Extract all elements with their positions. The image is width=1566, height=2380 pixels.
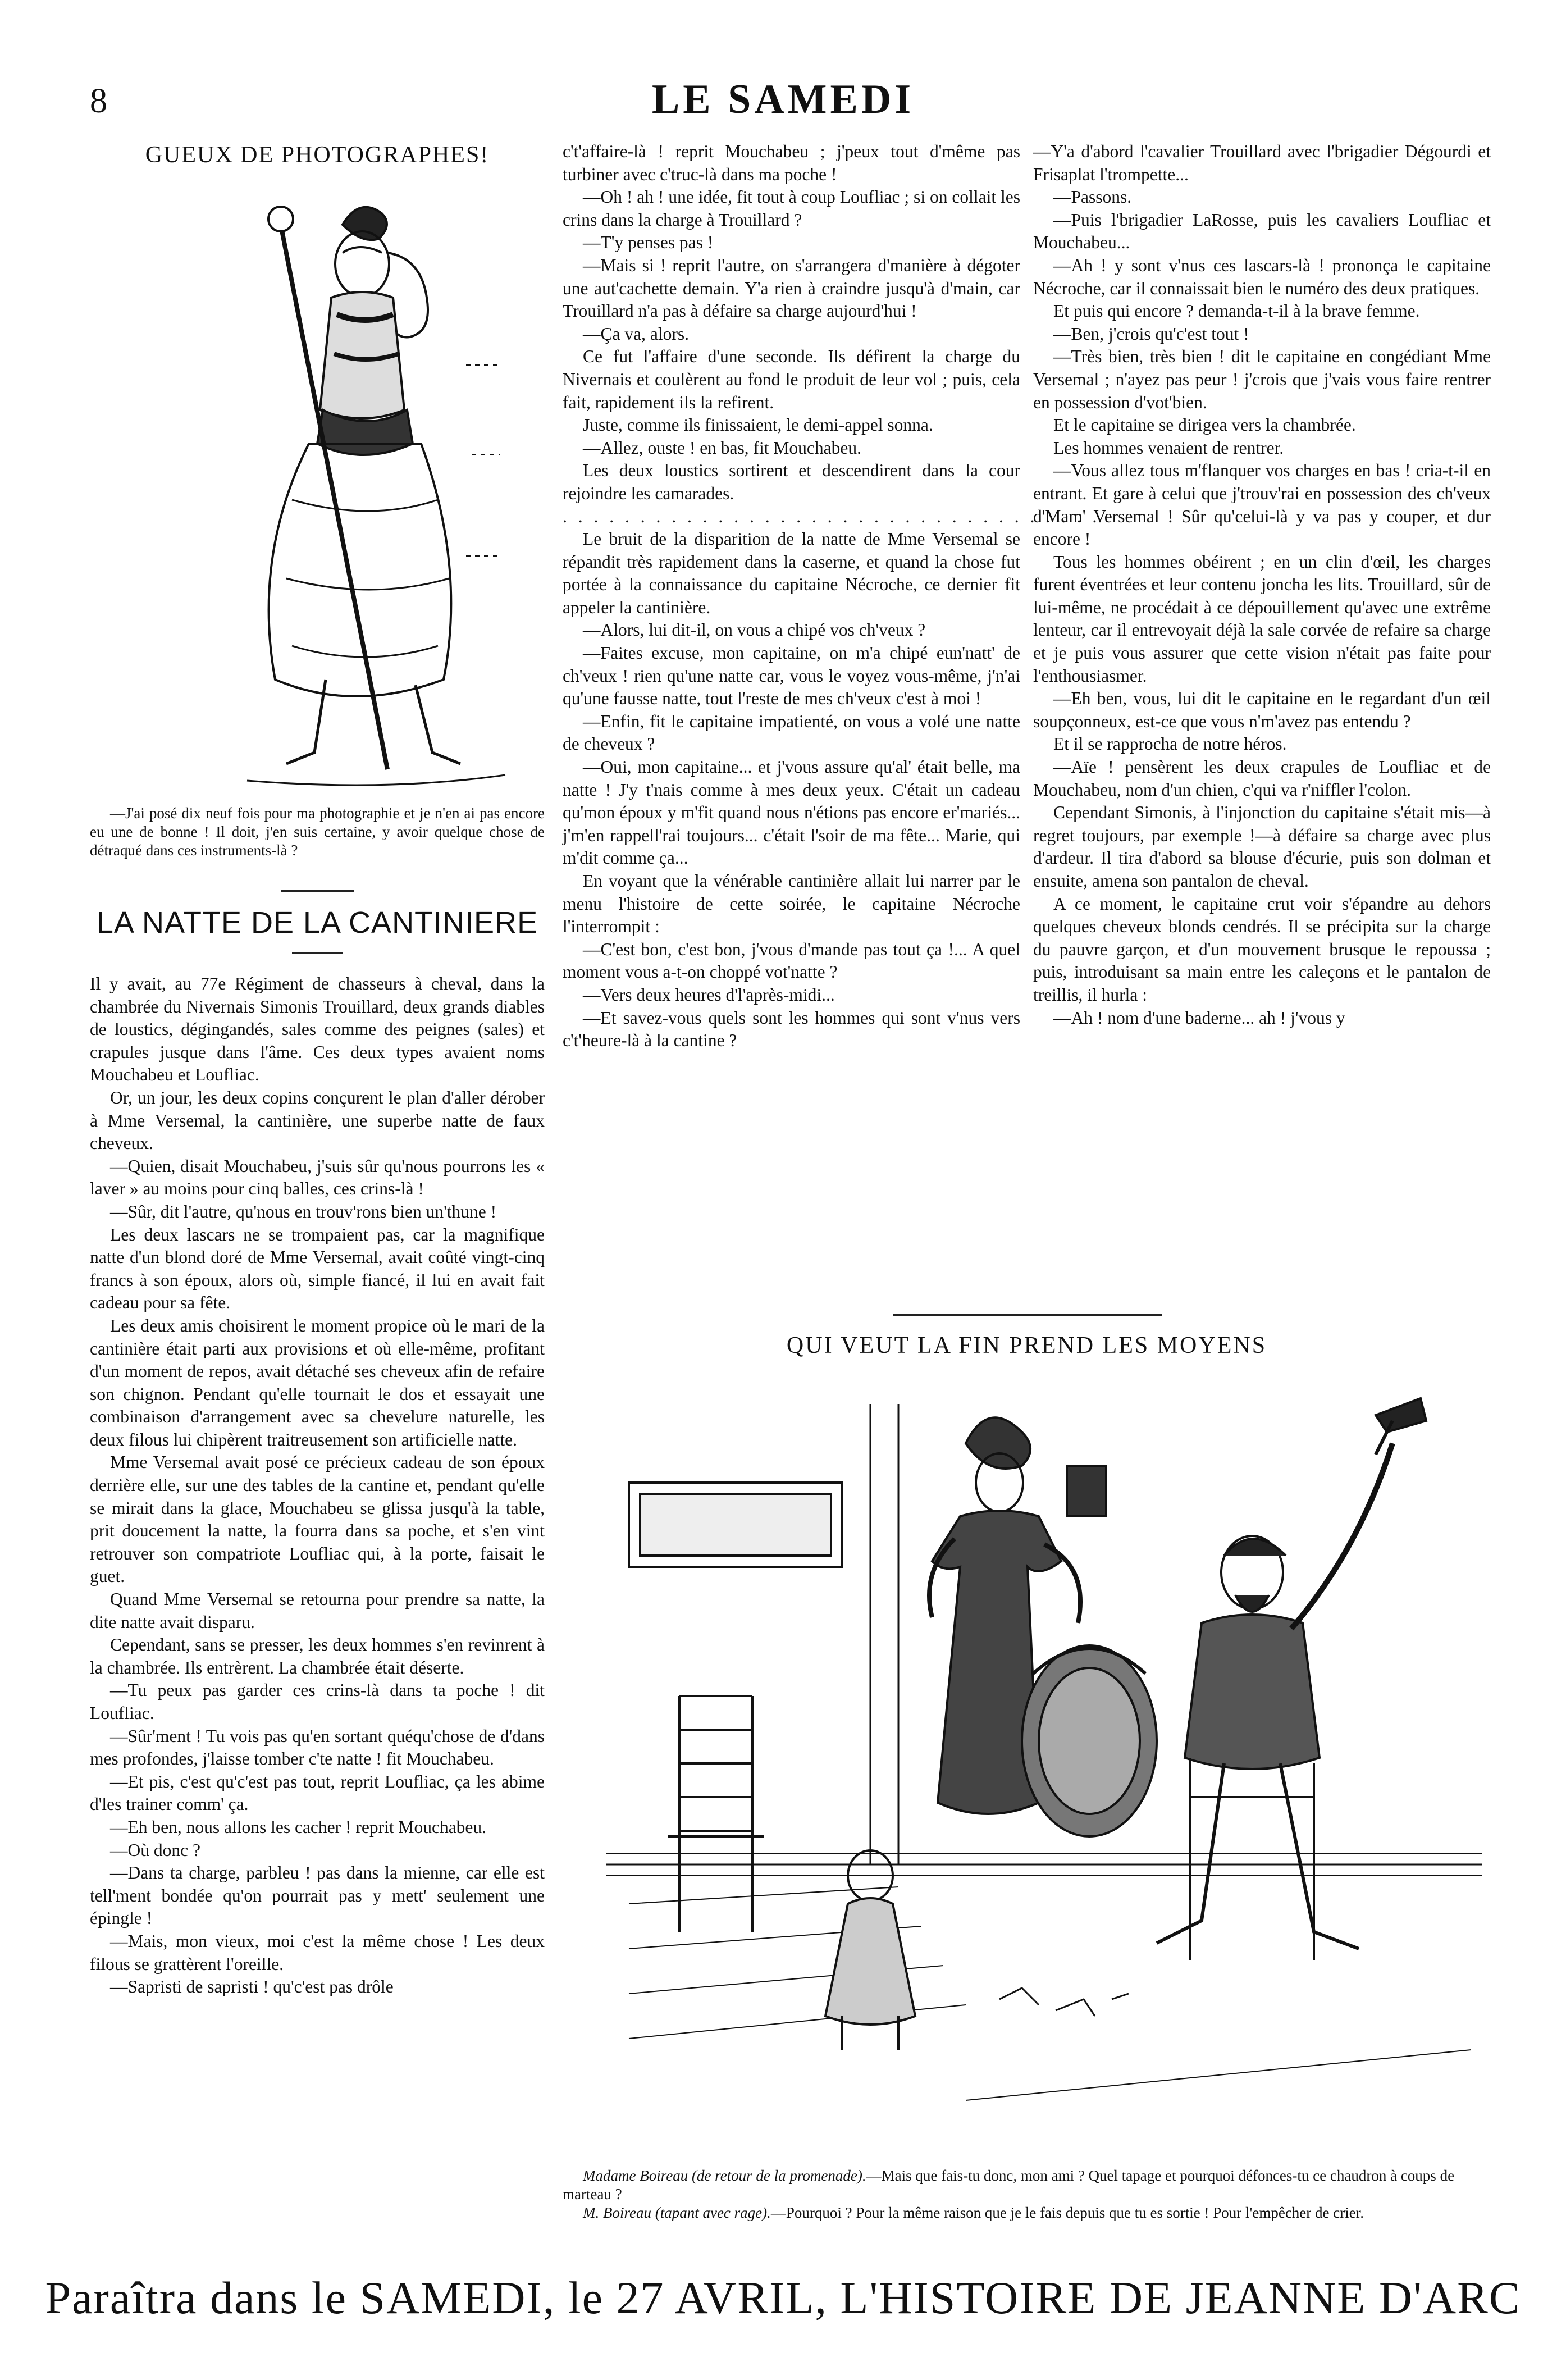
story-title: LA NATTE DE LA CANTINIERE — [96, 906, 538, 940]
paragraph: —Vers deux heures d'l'après-midi... — [583, 984, 835, 1005]
paragraph: —Passons. — [1053, 187, 1132, 207]
caption-speaker: M. Boireau (tapant avec rage). — [583, 2204, 771, 2221]
paragraph: Les hommes venaient de rentrer. — [1053, 437, 1284, 458]
paragraph: Les deux amis choisirent le moment propice où le mari de la cantinière était parti aux provisions et où elle-même, profitant d'un moment de repos, avait détaché ses cheveux afin de refaire son chignon. Pendant qu'elle tournait le dos et essayait une combinaison d'arrangement avec sa chevelure naturelle, les deux filous lui chipèrent traitreusement son artificielle natte. — [90, 1315, 545, 1449]
paragraph: —T'y penses pas ! — [583, 232, 714, 253]
paragraph: —Mais, mon vieux, moi c'est la même chose ! Les deux filous se grattèrent l'oreille. — [90, 1931, 545, 1974]
paragraph: En voyant que la vénérable cantinière allait lui narrer par le menu l'histoire de cette soirée, le capitaine Nécroche l'interrompit : — [563, 871, 1020, 937]
paragraph: —Sûr'ment ! Tu vois pas qu'en sortant quéqu'chose de d'dans mes profondes, j'laisse tomber c'te natte ! fit Mouchabeu. — [90, 1726, 545, 1769]
paragraph: —C'est bon, c'est bon, j'vous d'mande pas tout ça !... A quel moment vous a-t-on choppé vot'natte ? — [563, 939, 1020, 982]
divider-line — [893, 1314, 1162, 1316]
paragraph: —Où donc ? — [110, 1840, 200, 1860]
paragraph: —Alors, lui dit-il, on vous a chipé vos ch'veux ? — [583, 620, 926, 640]
illustration-caption — [563, 2167, 1491, 2222]
paragraph: Cependant, sans se presser, les deux hommes s'en revinrent à la chambrée. Ils entrèrent. La chambrée était déserte. — [90, 1635, 545, 1677]
paragraph: —Y'a d'abord l'cavalier Trouillard avec l'brigadier Dégourdi et Frisaplat l'trompette... — [1033, 142, 1491, 184]
story-column-3 — [1033, 140, 1491, 1029]
hammering-cauldron-illustration — [606, 1370, 1482, 2151]
paragraph: Tous les hommes obéirent ; en un clin d'œil, les charges furent éventrées et leur contenu joncha les lits. Trouillard, sûr de lui-même, ne procédait à ce dépouillement qu'avec une extrême lenteur, car il entrevoyait déjà la sale corvée de refaire sa charge et je puis vous assurer que cette vision n'était pas faite pour l'enthousiasmer. — [1033, 551, 1491, 686]
paragraph: —Eh ben, nous allons les cacher ! reprit Mouchabeu. — [110, 1817, 487, 1837]
paragraph: —Sûr, dit l'autre, qu'nous en trouv'rons bien un'thune ! — [110, 1201, 497, 1221]
paragraph: —Sapristi de sapristi ! qu'c'est pas drôle — [110, 1977, 394, 1997]
paragraph: —Enfin, fit le capitaine impatienté, on vous a volé une natte de cheveux ? — [563, 711, 1020, 754]
paragraph: Ce fut l'affaire d'une seconde. Ils défirent la charge du Nivernais et coulèrent au fond le produit de leur vol ; puis, cela fait, rapidement ils la refirent. — [563, 346, 1020, 412]
paragraph: Et puis qui encore ? demanda-t-il à la brave femme. — [1053, 301, 1420, 321]
paragraph: —Dans ta charge, parbleu ! pas dans la mienne, car elle est tell'ment bondée qu'on pourrait pas y mett' seulement une épingle ! — [90, 1863, 545, 1928]
paragraph: —Ça va, alors. — [583, 323, 689, 344]
paragraph: Le bruit de la disparition de la natte de Mme Versemal se répandit très rapidement dans la caserne, et quand la chose fut portée à la connaissance du capitaine Nécroche, ce dernier fit appeler la cantinière. — [563, 529, 1020, 617]
paragraph: —Vous allez tous m'flanquer vos charges en bas ! cria-t-il en entrant. Et gare à celui que j'trouv'rai en possession des ch'veux d'Mam' Versemal ! Sûr qu'celui-là y va pas y couper, et dur encore ! — [1033, 461, 1491, 549]
woman-posing-illustration — [202, 185, 517, 797]
paragraph: —Oh ! ah ! une idée, fit tout à coup Loufliac ; si on collait les crins dans la charge à Trouillard ? — [563, 187, 1020, 230]
caption-text: —Mais que fais-tu donc, mon ami ? Quel tapage et pourquoi défonces-tu ce chaudron à coups de marteau ? — [563, 2167, 1455, 2203]
page-number: 8 — [90, 82, 107, 120]
paragraph: Juste, comme ils finissaient, le demi-appel sonna. — [583, 415, 933, 435]
paragraph: —Allez, ouste ! en bas, fit Mouchabeu. — [583, 437, 861, 458]
paragraph: c't'affaire-là ! reprit Mouchabeu ; j'peux tout d'même pas turbiner avec c'truc-là dans ma poche ! — [563, 142, 1020, 184]
masthead: LE SAMEDI — [651, 76, 915, 122]
caption-line — [563, 2204, 1491, 2222]
paragraph: Les deux loustics sortirent et descendirent dans la cour rejoindre les camarades. — [563, 461, 1020, 503]
paragraph: Or, un jour, les deux copins conçurent le plan d'aller dérober à Mme Versemal, la cantinière, une superbe natte de faux cheveux. — [90, 1087, 545, 1153]
caption-speaker: Madame Boireau (de retour de la promenade). — [583, 2167, 866, 2184]
paragraph: —Quien, disait Mouchabeu, j'suis sûr qu'nous pourrons les « laver » au moins pour cinq balles, ces crins-là ! — [90, 1156, 545, 1199]
paragraph: Et le capitaine se dirigea vers la chambrée. — [1053, 415, 1356, 435]
paragraph: —Mais si ! reprit l'autre, on s'arrangera d'manière à dégoter une aut'cachette demain. Y'a rien à craindre jusqu'à d'main, car Trouillard n'a pas à défaire sa charge aujourd'hui ! — [563, 255, 1020, 321]
paragraph: —Puis l'brigadier LaRosse, puis les cavaliers Loufliac et Mouchabeu... — [1033, 209, 1491, 253]
announcement-banner: Paraîtra dans le SAMEDI, le 27 AVRIL, L'HISTOIRE DE JEANNE D'ARC — [45, 2272, 1521, 2323]
paragraph: —Oui, mon capitaine... et j'vous assure qu'al' était belle, ma natte ! J'y t'nais comme à mes deux yeux. C'était un cadeau qu'mon époux y m'fit quand nous n'étions pas encore er'mariés... j'm'en rappell'rai toujours... c'était l'soir de ma fête... Marie, qui m'dit comme ça... — [563, 757, 1020, 868]
paragraph: A ce moment, le capitaine crut voir s'épandre au dehors quelques cheveux blonds cendrés. Il se précipita sur la charge du pauvre garçon, et d'un mouvement brusque le repoussa ; puis, introduisant sa main entre les caleçons et le pantalon de treillis, il hurla : — [1033, 893, 1491, 1005]
paragraph: —Tu peux pas garder ces crins-là dans ta poche ! dit Loufliac. — [90, 1680, 545, 1723]
paragraph: —Et savez-vous quels sont les hommes qui sont v'nus vers c't'heure-là à la cantine ? — [563, 1007, 1020, 1051]
caption-line — [563, 2167, 1491, 2204]
paragraph: —Ah ! y sont v'nus ces lascars-là ! prononça le capitaine Nécroche, car il connaissait bien le numéro des deux pratiques. — [1033, 255, 1491, 298]
separator-dots: . . . . . . . . . . . . . . . . . . . . . . . . . . . . . . . . . . . — [563, 506, 1101, 526]
paragraph: Quand Mme Versemal se retourna pour prendre sa natte, la dite natte avait disparu. — [90, 1589, 545, 1632]
cartoon-caption — [90, 804, 545, 860]
paragraph: —Et pis, c'est qu'c'est pas tout, reprit Loufliac, ça les abime d'les trainer comm' ça. — [90, 1771, 545, 1814]
paragraph: —Très bien, très bien ! dit le capitaine en congédiant Mme Versemal ; n'ayez pas peur ! j'crois que j'vais vous faire rentrer en possession d'vot'bien. — [1033, 346, 1491, 412]
illustration-title: QUI VEUT LA FIN PREND LES MOYENS — [786, 1333, 1267, 1358]
divider-line — [281, 890, 354, 892]
cartoon-title: GUEUX DE PHOTOGRAPHES! — [145, 142, 490, 168]
caption-text: —J'ai posé dix neuf fois pour ma photographie et je n'en ai pas encore eu une de bonne ! Il doit, j'en suis certaine, y avoir quelque chose de détraqué dans ces instruments-là ? — [90, 805, 545, 859]
paragraph: —Ah ! nom d'une baderne... ah ! j'vous y — [1053, 1007, 1345, 1028]
paragraph: —Eh ben, vous, lui dit le capitaine en le regardant d'un œil soupçonneux, est-ce que vous n'm'avez pas entendu ? — [1033, 689, 1491, 731]
paragraph: Et il se rapprocha de notre héros. — [1053, 734, 1287, 754]
paragraph: —Ben, j'crois qu'c'est tout ! — [1053, 323, 1249, 344]
story-column-1 — [90, 973, 545, 1999]
paragraph: —Faites excuse, mon capitaine, on m'a chipé eun'natt' de ch'veux ! rien qu'une natte car, vous le voyez vous-même, j'n'ai qu'une fausse natte, tout l'reste de mes ch'veux c'est à moi ! — [563, 643, 1020, 709]
paragraph: Mme Versemal avait posé ce précieux cadeau de son époux derrière elle, sur une des tables de la cantine et, pendant qu'elle se mirait dans la glace, Mouchabeu se glissa jusqu'à la table, prit doucement la natte, la fourra dans sa poche, et s'en vint retrouver son compatriote Loufliac qui, à la porte, faisait le guet. — [90, 1452, 545, 1586]
paragraph: Cependant Simonis, à l'injonction du capitaine s'était mis—à regret toujours, par exemple !—à défaire sa charge avec plus d'ardeur. Il tira d'abord sa blouse d'écurie, puis son dolman et ensuite, amena son pantalon de cheval. — [1033, 803, 1491, 891]
paragraph: —Aïe ! pensèrent les deux crapules de Loufliac et de Mouchabeu, nom d'un chien, c'qui va r'niffler l'colon. — [1033, 757, 1491, 800]
divider-line — [292, 952, 343, 954]
caption-text: —Pourquoi ? Pour la même raison que je le fais depuis que tu es sortie ! Pour l'empêcher de crier. — [770, 2204, 1364, 2221]
paragraph: Les deux lascars ne se trompaient pas, car la magnifique natte d'un blond doré de Mme Versemal, avait coûté vingt-cinq francs à son époux, alors où, simple fiancé, il lui en avait fait cadeau pour sa fête. — [90, 1224, 545, 1313]
paragraph: Il y avait, au 77e Régiment de chasseurs à cheval, dans la chambrée du Nivernais Simonis Trouillard, deux grands diables de loustics, dégingandés, sales comme des peignes (sales) et crapules jusque dans l'âme. Ces deux types avaient noms Mouchabeu et Loufliac. — [90, 974, 545, 1085]
